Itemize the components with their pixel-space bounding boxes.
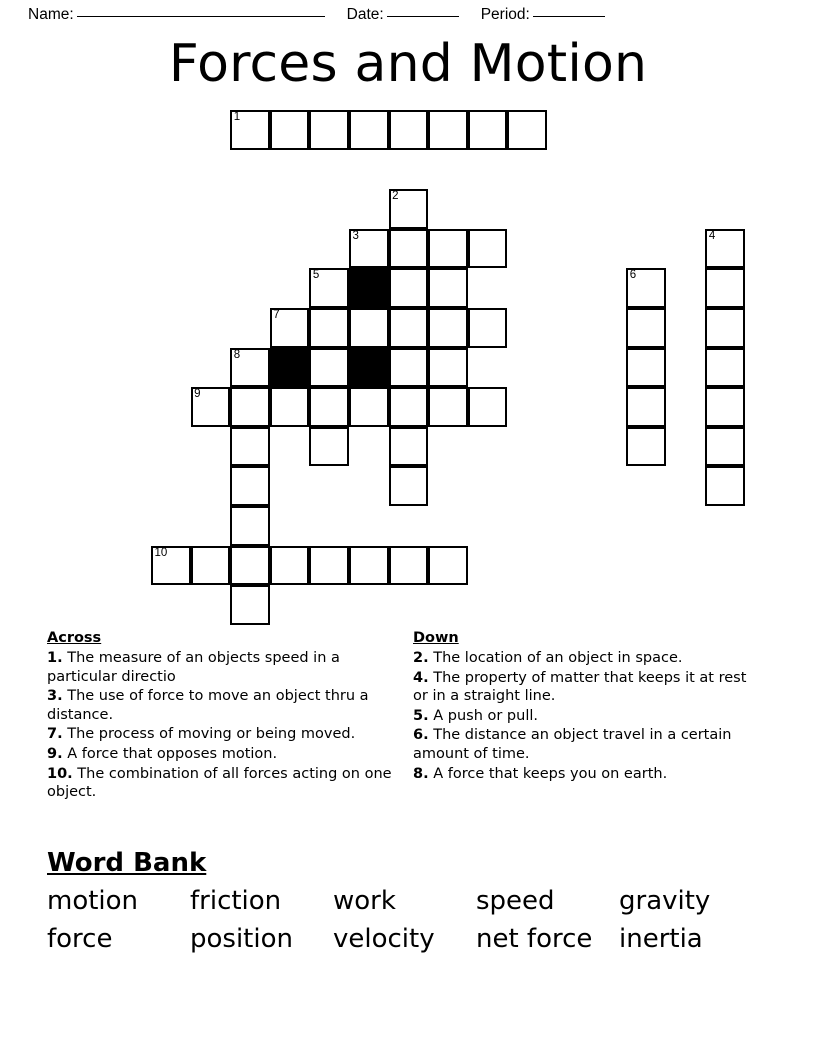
grid-cell[interactable] xyxy=(468,387,508,427)
grid-cell[interactable] xyxy=(270,308,310,348)
word-bank-word: velocity xyxy=(333,924,435,954)
grid-cell[interactable] xyxy=(507,110,547,150)
grid-cell-number: 6 xyxy=(629,269,637,282)
grid-cell[interactable] xyxy=(705,427,745,467)
grid-cell[interactable] xyxy=(230,427,270,467)
down-clue-5 xyxy=(413,707,753,726)
word-bank-word: inertia xyxy=(619,924,703,954)
period-label: Period: xyxy=(480,6,530,23)
grid-cell[interactable] xyxy=(389,308,429,348)
grid-cell[interactable] xyxy=(309,387,349,427)
grid-cell[interactable] xyxy=(230,348,270,388)
grid-cell[interactable] xyxy=(230,110,270,150)
grid-cell[interactable] xyxy=(151,546,191,586)
grid-cell[interactable] xyxy=(468,229,508,269)
word-bank-word: position xyxy=(190,924,293,954)
clue-text: The location of an object in space. xyxy=(428,650,683,666)
grid-cell[interactable] xyxy=(349,546,389,586)
grid-cell[interactable] xyxy=(468,308,508,348)
grid-cell[interactable] xyxy=(626,308,666,348)
grid-cell[interactable] xyxy=(626,348,666,388)
grid-cell[interactable] xyxy=(705,268,745,308)
grid-cell[interactable] xyxy=(389,546,429,586)
grid-cell[interactable] xyxy=(705,348,745,388)
word-bank-word: motion xyxy=(47,886,139,916)
word-bank-title: Word Bank xyxy=(47,848,207,878)
grid-cell[interactable] xyxy=(230,506,270,546)
word-bank-word: force xyxy=(47,924,113,954)
grid-cell[interactable] xyxy=(705,466,745,506)
grid-cell[interactable] xyxy=(230,585,270,625)
grid-cell[interactable] xyxy=(428,229,468,269)
down-clue-6 xyxy=(413,726,753,763)
grid-cell[interactable] xyxy=(349,387,389,427)
grid-cell-number: 7 xyxy=(273,309,280,321)
clue-text: The measure of an objects speed in a particular directio xyxy=(47,650,340,685)
clue-number: 3. xyxy=(47,688,63,705)
grid-cell-number: 4 xyxy=(708,229,716,242)
across-clue-3 xyxy=(47,687,395,724)
grid-cell[interactable] xyxy=(389,387,429,427)
grid-cell[interactable] xyxy=(270,110,310,150)
grid-cell[interactable] xyxy=(705,387,745,427)
clue-text: A force that keeps you on earth. xyxy=(428,765,668,782)
clue-text: A push or pull. xyxy=(428,707,538,724)
clue-number: 8. xyxy=(413,765,429,782)
grid-cell[interactable] xyxy=(349,229,389,269)
date-label: Date: xyxy=(346,6,384,23)
grid-cell[interactable] xyxy=(389,110,429,150)
grid-cell[interactable] xyxy=(428,268,468,308)
grid-cell[interactable] xyxy=(389,348,429,388)
grid-cell[interactable] xyxy=(309,308,349,348)
grid-cell-number: 1 xyxy=(233,111,241,123)
grid-cell[interactable] xyxy=(349,110,389,150)
grid-cell[interactable] xyxy=(428,348,468,388)
across-clue-7 xyxy=(47,725,395,744)
clue-number: 7. xyxy=(47,726,63,743)
clue-text: The property of matter that keeps it at rest or in a straight line. xyxy=(413,669,747,705)
word-bank-word: net force xyxy=(476,924,593,954)
word-bank-list xyxy=(47,882,747,958)
clue-text: A force that opposes motion. xyxy=(62,745,278,762)
grid-cell[interactable] xyxy=(270,546,310,586)
grid-cell[interactable] xyxy=(230,387,270,427)
across-heading: Across xyxy=(47,630,102,646)
across-clue-9 xyxy=(47,745,395,764)
grid-cell[interactable] xyxy=(309,110,349,150)
grid-cell[interactable] xyxy=(389,229,429,269)
grid-cell-number: 10 xyxy=(154,546,168,559)
grid-cell[interactable] xyxy=(428,387,468,427)
down-clue-list xyxy=(413,649,753,783)
grid-cell[interactable] xyxy=(705,229,745,269)
down-clue-8 xyxy=(413,765,753,784)
grid-cell[interactable] xyxy=(191,546,231,586)
clues-section xyxy=(47,629,769,803)
clue-text: The process of moving or being moved. xyxy=(62,726,356,743)
clue-number: 6. xyxy=(413,727,429,744)
clue-number: 10. xyxy=(47,765,73,782)
grid-cell[interactable] xyxy=(309,546,349,586)
grid-cell[interactable] xyxy=(428,308,468,348)
word-bank-row xyxy=(47,882,747,920)
word-bank-word: speed xyxy=(476,886,555,916)
down-heading: Down xyxy=(413,630,459,646)
across-clue-10 xyxy=(47,765,395,802)
grid-cell[interactable] xyxy=(468,110,508,150)
grid-cell[interactable] xyxy=(389,189,429,229)
clue-number: 5. xyxy=(413,707,429,724)
clue-text: The use of force to move an object thru a distance. xyxy=(47,688,369,723)
word-bank-row xyxy=(47,920,747,958)
word-bank-word: friction xyxy=(190,886,282,916)
down-clue-4 xyxy=(413,669,753,706)
clue-number: 4. xyxy=(413,669,429,686)
grid-cell[interactable] xyxy=(309,268,349,308)
across-column xyxy=(47,629,395,803)
word-bank-word: work xyxy=(333,886,396,916)
grid-cell[interactable] xyxy=(389,268,429,308)
grid-cell[interactable] xyxy=(309,427,349,467)
grid-cell[interactable] xyxy=(191,387,231,427)
grid-cell-number: 3 xyxy=(352,229,359,242)
down-column xyxy=(413,629,753,803)
grid-cell-number: 2 xyxy=(392,190,399,203)
grid-cell[interactable] xyxy=(626,268,666,308)
down-clue-2 xyxy=(413,649,753,668)
clue-number: 2. xyxy=(413,650,429,666)
grid-cell[interactable] xyxy=(705,308,745,348)
page-title: Forces and Motion xyxy=(168,34,648,94)
clue-number: 1. xyxy=(47,650,63,666)
grid-cell-number: 9 xyxy=(194,388,201,401)
grid-cell[interactable] xyxy=(626,387,666,427)
clue-text: The combination of all forces acting on one object. xyxy=(47,765,392,801)
grid-block-cell xyxy=(349,268,389,308)
word-bank-word: gravity xyxy=(619,886,711,916)
grid-cell-number: 8 xyxy=(233,348,241,361)
grid-cell[interactable] xyxy=(428,110,468,150)
grid-block-cell xyxy=(349,348,389,388)
grid-cell[interactable] xyxy=(270,387,310,427)
grid-cell[interactable] xyxy=(230,546,270,586)
grid-cell[interactable] xyxy=(349,308,389,348)
grid-cell[interactable] xyxy=(389,466,429,506)
clue-number: 9. xyxy=(47,745,63,762)
name-label: Name: xyxy=(28,6,74,23)
grid-cell[interactable] xyxy=(389,427,429,467)
grid-cell[interactable] xyxy=(309,348,349,388)
grid-cell[interactable] xyxy=(626,427,666,467)
across-clue-1 xyxy=(47,649,395,686)
grid-block-cell xyxy=(270,348,310,388)
grid-cell-number: 5 xyxy=(312,269,320,282)
across-clue-list xyxy=(47,649,395,802)
clue-text: The distance an object travel in a certain amount of time. xyxy=(413,727,732,762)
grid-cell[interactable] xyxy=(428,546,468,586)
grid-cell[interactable] xyxy=(230,466,270,506)
